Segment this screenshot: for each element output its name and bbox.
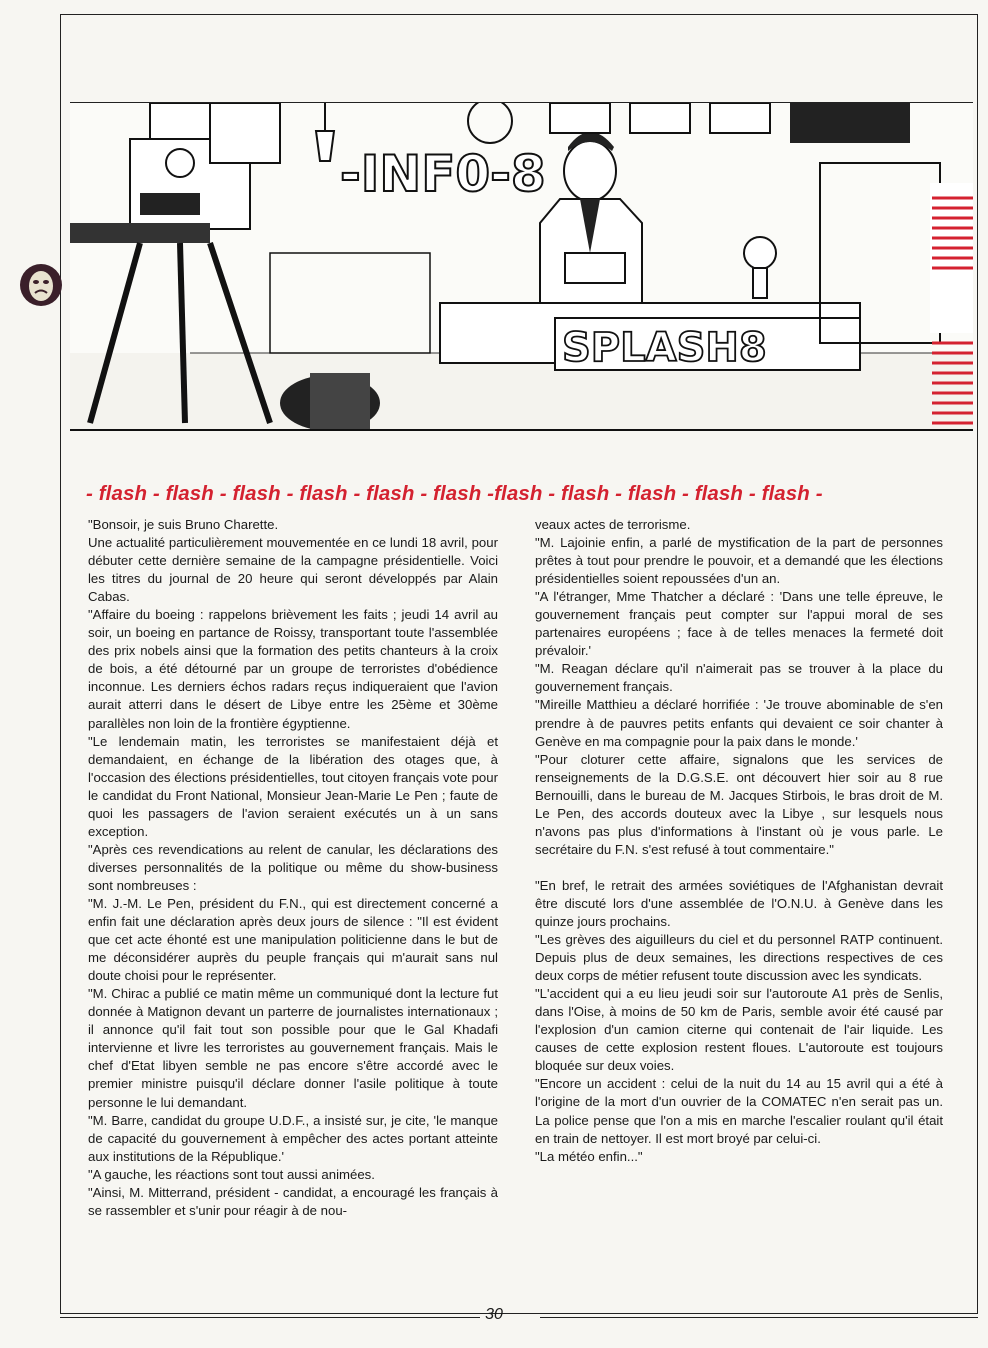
svg-text:-INF0-8: -INF0-8 bbox=[340, 145, 546, 203]
article-paragraph: "Ainsi, M. Mitterrand, président - candidat, a encouragé les français à se rassembler et s'unir pour réagir à de nou- bbox=[88, 1184, 498, 1218]
article-left-column bbox=[88, 516, 498, 1220]
article-paragraph: "A gauche, les réactions sont tout aussi animées. bbox=[88, 1166, 375, 1182]
article-paragraph: "M. J.-M. Le Pen, président du F.N., qui est directement concerné a enfin fait une déclaration après deux jours de silence : "Il est évident que cet acte éhonté est une manipulation politicienne dans le but de me déconsidérer auprès du peuple français qui m'aurait sans nul doute choisi pour le représenter. bbox=[88, 895, 498, 984]
page-number: 30 bbox=[485, 1306, 503, 1323]
article-paragraph: "Bonsoir, je suis Bruno Charette. bbox=[88, 517, 279, 532]
article-paragraph: "En bref, le retrait des armées soviétiques de l'Afghanistan devrait être discuté lors d'une assemblée de l'O.N.U. à Genève dans les quinze jours prochains. bbox=[535, 877, 943, 929]
article-paragraph: "Le lendemain matin, les terroristes se manifestaient déjà et demandaient, en échange de la libération des otages que, à l'occasion des élections présidentielles, tout citoyen français vote pour le candidat du Front National, Monsieur Jean-Marie Le Pen ; faute de quoi les passagers de l'avion seraient exécutés un à un sans exception. bbox=[88, 733, 498, 839]
theatre-mask-icon bbox=[18, 262, 64, 308]
article-paragraph: "M. Lajoinie enfin, a parlé de mystification de la part de personnes prêtes à tout pour prendre le pouvoir, et a demandé que les élections présidentielles soient repoussées d'un an. bbox=[535, 535, 943, 587]
article-paragraph: Une actualité particulièrement mouvementée en ce lundi 18 avril, pour débuter cette dernière semaine de la campagne présidentielle. Voici les titres du journal de 20 heure qui seront développés par Alain Cabas. bbox=[88, 535, 498, 605]
article-paragraph: "Encore un accident : celui de la nuit du 14 au 15 avril qui a été à l'origine de la mort d'un ouvrier de la COMATEC n'en serait pas un. La police pense que l'on a mis en marche l'escalier roulant qu'il était en train de nettoyer. Il est mort broyé par celui-ci. bbox=[535, 1076, 943, 1146]
article-paragraph: "Pour cloturer cette affaire, signalons que les services de renseignements de la D.G.S.E. ont découvert hier soir au 8 rue Bernouilli, dans le bureau de M. Jacques Stirbois, le bras droit de M. Le Pen, des accords douteux avec la Libye , sur lesquels nous n'avons pas plus d'informations à l'instant où je vous parle. Le secrétaire du F.N. s'est refusé à tout commentaire." bbox=[535, 751, 943, 857]
article-paragraph: "M. Reagan déclare qu'il n'aimerait pas se trouver à la place du gouvernement français. bbox=[535, 661, 943, 695]
splash-8-sign bbox=[555, 318, 860, 371]
article-paragraph: "A l'étranger, Mme Thatcher a déclaré : 'Dans une telle épreuve, le gouvernement français peut compter sur l'appui moral de ses partenaires européens ; face à de telles menaces la fermeté doit prévaloir.' bbox=[535, 589, 943, 659]
info-8-sign bbox=[340, 145, 546, 203]
article-paragraph: "Après ces revendications au relent de canular, les déclarations des diverses personnalités de la politique ou même du show-business sont nombreuses : bbox=[88, 841, 498, 893]
article-paragraph: veaux actes de terrorisme. bbox=[535, 517, 691, 532]
article-paragraph: "Affaire du boeing : rappelons brièvement les faits ; jeudi 14 avril au soir, un boeing en partance de Roissy, transportant toute l'assemblée des prix nobels ainsi que la formation des petits chanteurs à la croix de bois, a été détourné par un groupe de terroristes d'obédience inconnue. Les derniers échos radars reçus indiqueraient que l'avion aurait atterri dans le désert de Libye entre les 25ème et 30ème parallèles non loin de la frontière égyptienne. bbox=[88, 607, 498, 731]
svg-text:SPLASH8: SPLASH8 bbox=[562, 325, 767, 371]
article-paragraph: "M. Barre, candidat du groupe U.D.F., a insisté sur, je cite, 'le manque de capacité du gouvernement à empêcher des actes portant atteinte aux institutions de la République.' bbox=[88, 1112, 498, 1164]
article-paragraph: "Les grèves des aiguilleurs du ciel et du personnel RATP continuent. Depuis plus de deux semaines, les directions respectives de ces deux corps de métier refusent toute discussion avec les syndicats. bbox=[535, 932, 943, 984]
article-paragraph: "Mireille Matthieu a déclaré horrifiée : 'Je trouve abominable de s'en prendre à de pauvres petits enfants qui devaient ce soir chanter à Genève en ma compagnie pour la paix dans le monde.' bbox=[535, 697, 943, 749]
flash-banner: - flash - flash - flash - flash - flash - flash -flash - flash - flash - flash - flash - bbox=[86, 482, 823, 505]
article-paragraph: "La météo enfin..." bbox=[535, 1148, 643, 1164]
news-anchor-drawing bbox=[540, 132, 642, 313]
article-paragraph: "L'accident qui a eu lieu jeudi soir sur l'autoroute A1 près de Senlis, dans l'Oise, à moins de 50 km de Paris, semble avoir été causé par l'explosion d'un camion citerne qui contenait de l'air liquide. Les causes de cette explosion restent floues. L'autoroute est toujours bloquée sur deux voies. bbox=[535, 986, 943, 1074]
tv-studio-illustration bbox=[70, 102, 973, 431]
article-paragraph: "M. Chirac a publié ce matin même un communiqué dont la lecture fut donnée à Matignon devant un parterre de journalistes internationaux ; il annonce qu'il fait tout son possible pour que le Gal Khadafi intervienne et livre les terroristes au gouvernement français. Mais le chef d'Etat libyen semble ne pas encore s'être accordé avec le premier ministre puisqu'il déclare donner l'asile politique à toute personne le lui demandant. bbox=[88, 986, 498, 1110]
paragraph-gap bbox=[535, 859, 943, 877]
article-right-column bbox=[535, 516, 943, 1166]
